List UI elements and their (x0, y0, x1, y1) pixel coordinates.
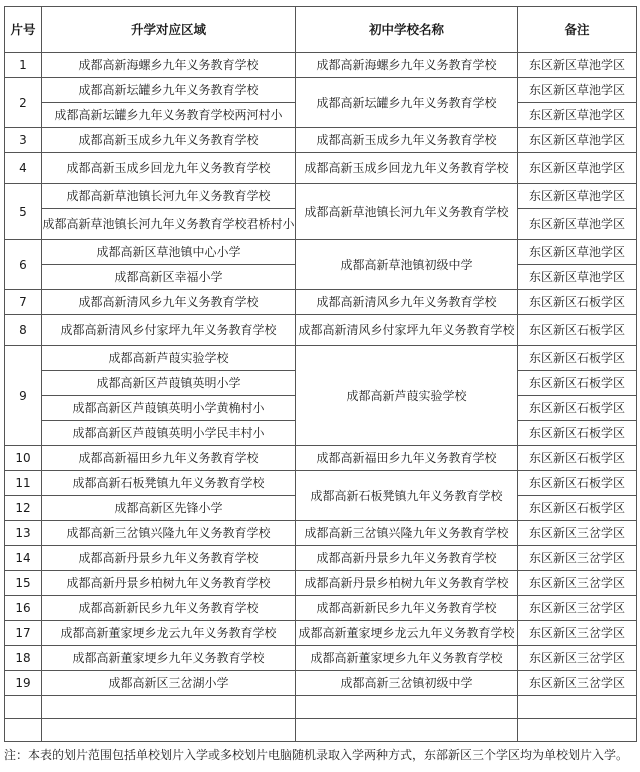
area-cell: 成都高新清风乡付家坪九年义务教育学校 (42, 315, 296, 346)
remark-cell: 东区新区三岔学区 (518, 546, 637, 571)
blank-cell (296, 696, 518, 719)
area-cell: 成都高新坛罐乡九年义务教育学校两河村小 (42, 103, 296, 128)
school-cell: 成都高新丹景乡柏树九年义务教育学校 (296, 571, 518, 596)
table-header-row (5, 7, 637, 53)
table-row (5, 546, 637, 571)
table-row (5, 346, 637, 371)
table-row (5, 128, 637, 153)
remark-cell: 东区新区草池学区 (518, 153, 637, 184)
area-cell: 成都高新新民乡九年义务教育学校 (42, 596, 296, 621)
table-row (5, 596, 637, 621)
remark-cell: 东区新区草池学区 (518, 240, 637, 265)
blank-cell (5, 696, 42, 719)
table-row (5, 240, 637, 265)
piece-number: 5 (5, 184, 42, 240)
area-cell: 成都高新董家埂乡龙云九年义务教育学校 (42, 621, 296, 646)
area-cell: 成都高新石板凳镇九年义务教育学校 (42, 471, 296, 496)
school-cell: 成都高新坛罐乡九年义务教育学校 (296, 78, 518, 128)
remark-cell: 东区新区石板学区 (518, 396, 637, 421)
piece-number: 15 (5, 571, 42, 596)
remark-cell: 东区新区石板学区 (518, 290, 637, 315)
table-row (5, 53, 637, 78)
school-cell: 成都高新三岔镇初级中学 (296, 671, 518, 696)
piece-number: 10 (5, 446, 42, 471)
blank-row (5, 696, 637, 719)
remark-cell: 东区新区三岔学区 (518, 571, 637, 596)
school-cell: 成都高新董家埂乡九年义务教育学校 (296, 646, 518, 671)
piece-number: 3 (5, 128, 42, 153)
remark-cell: 东区新区石板学区 (518, 346, 637, 371)
table-row (5, 571, 637, 596)
table-row (5, 78, 637, 103)
school-cell: 成都高新海螺乡九年义务教育学校 (296, 53, 518, 78)
area-cell: 成都高新芦葭实验学校 (42, 346, 296, 371)
blank-cell (518, 719, 637, 742)
remark-cell: 东区新区石板学区 (518, 371, 637, 396)
area-cell: 成都高新区草池镇中心小学 (42, 240, 296, 265)
remark-cell: 东区新区石板学区 (518, 315, 637, 346)
table-row (5, 621, 637, 646)
table-footnote: 注：本表的划片范围包括单校划片入学或多校划片电脑随机录取入学两种方式，东部新区三个学区均为单校划片入学。 (4, 748, 629, 762)
header-piece-number: 片号 (5, 7, 42, 53)
header-remark: 备注 (518, 7, 637, 53)
piece-number: 7 (5, 290, 42, 315)
remark-cell: 东区新区草池学区 (518, 103, 637, 128)
remark-cell: 东区新区石板学区 (518, 446, 637, 471)
remark-cell: 东区新区三岔学区 (518, 621, 637, 646)
table-row (5, 290, 637, 315)
remark-cell: 东区新区草池学区 (518, 265, 637, 290)
area-cell: 成都高新区芦葭镇英明小学民丰村小 (42, 421, 296, 446)
piece-number: 16 (5, 596, 42, 621)
area-cell: 成都高新玉成乡回龙九年义务教育学校 (42, 153, 296, 184)
area-cell: 成都高新海螺乡九年义务教育学校 (42, 53, 296, 78)
area-cell: 成都高新区芦葭镇英明小学黄桷村小 (42, 396, 296, 421)
table-row (5, 671, 637, 696)
piece-number: 14 (5, 546, 42, 571)
table-row (5, 153, 637, 184)
area-cell: 成都高新区三岔湖小学 (42, 671, 296, 696)
area-cell: 成都高新福田乡九年义务教育学校 (42, 446, 296, 471)
school-cell: 成都高新芦葭实验学校 (296, 346, 518, 446)
piece-number: 2 (5, 78, 42, 128)
school-cell: 成都高新石板凳镇九年义务教育学校 (296, 471, 518, 521)
piece-number: 4 (5, 153, 42, 184)
piece-number: 6 (5, 240, 42, 290)
remark-cell: 东区新区三岔学区 (518, 671, 637, 696)
area-cell: 成都高新草池镇长河九年义务教育学校 (42, 184, 296, 209)
school-cell: 成都高新玉成乡回龙九年义务教育学校 (296, 153, 518, 184)
school-cell: 成都高新三岔镇兴隆九年义务教育学校 (296, 521, 518, 546)
remark-cell: 东区新区草池学区 (518, 128, 637, 153)
school-cell: 成都高新福田乡九年义务教育学校 (296, 446, 518, 471)
piece-number: 17 (5, 621, 42, 646)
table-row (5, 184, 637, 209)
table-row (5, 315, 637, 346)
area-cell: 成都高新丹景乡九年义务教育学校 (42, 546, 296, 571)
area-cell: 成都高新区幸福小学 (42, 265, 296, 290)
school-cell: 成都高新清风乡付家坪九年义务教育学校 (296, 315, 518, 346)
area-cell: 成都高新董家埂乡九年义务教育学校 (42, 646, 296, 671)
blank-cell (42, 719, 296, 742)
school-cell: 成都高新董家埂乡龙云九年义务教育学校 (296, 621, 518, 646)
piece-number: 11 (5, 471, 42, 496)
piece-number: 13 (5, 521, 42, 546)
blank-cell (296, 719, 518, 742)
area-cell: 成都高新丹景乡柏树九年义务教育学校 (42, 571, 296, 596)
school-cell: 成都高新草池镇初级中学 (296, 240, 518, 290)
remark-cell: 东区新区草池学区 (518, 78, 637, 103)
header-area: 升学对应区域 (42, 7, 296, 53)
area-cell: 成都高新区芦葭镇英明小学 (42, 371, 296, 396)
blank-cell (42, 696, 296, 719)
piece-number: 18 (5, 646, 42, 671)
school-cell: 成都高新新民乡九年义务教育学校 (296, 596, 518, 621)
remark-cell: 东区新区三岔学区 (518, 521, 637, 546)
piece-number: 9 (5, 346, 42, 446)
area-cell: 成都高新草池镇长河九年义务教育学校君桥村小 (42, 209, 296, 240)
piece-number: 19 (5, 671, 42, 696)
piece-number: 8 (5, 315, 42, 346)
enrollment-table (4, 6, 637, 742)
area-cell: 成都高新清风乡九年义务教育学校 (42, 290, 296, 315)
piece-number: 1 (5, 53, 42, 78)
remark-cell: 东区新区三岔学区 (518, 646, 637, 671)
area-cell: 成都高新坛罐乡九年义务教育学校 (42, 78, 296, 103)
area-cell: 成都高新区先锋小学 (42, 496, 296, 521)
remark-cell: 东区新区草池学区 (518, 53, 637, 78)
remark-cell: 东区新区草池学区 (518, 184, 637, 209)
school-cell: 成都高新丹景乡九年义务教育学校 (296, 546, 518, 571)
blank-row (5, 719, 637, 742)
table-row (5, 521, 637, 546)
remark-cell: 东区新区三岔学区 (518, 596, 637, 621)
school-cell: 成都高新清风乡九年义务教育学校 (296, 290, 518, 315)
table-row (5, 446, 637, 471)
area-cell: 成都高新玉成乡九年义务教育学校 (42, 128, 296, 153)
area-cell: 成都高新三岔镇兴隆九年义务教育学校 (42, 521, 296, 546)
blank-cell (5, 719, 42, 742)
remark-cell: 东区新区草池学区 (518, 209, 637, 240)
enrollment-table-container (4, 6, 636, 742)
blank-cell (518, 696, 637, 719)
piece-number: 12 (5, 496, 42, 521)
table-row (5, 471, 637, 496)
table-row (5, 646, 637, 671)
remark-cell: 东区新区石板学区 (518, 496, 637, 521)
remark-cell: 东区新区石板学区 (518, 421, 637, 446)
remark-cell: 东区新区石板学区 (518, 471, 637, 496)
school-cell: 成都高新草池镇长河九年义务教育学校 (296, 184, 518, 240)
school-cell: 成都高新玉成乡九年义务教育学校 (296, 128, 518, 153)
header-school: 初中学校名称 (296, 7, 518, 53)
